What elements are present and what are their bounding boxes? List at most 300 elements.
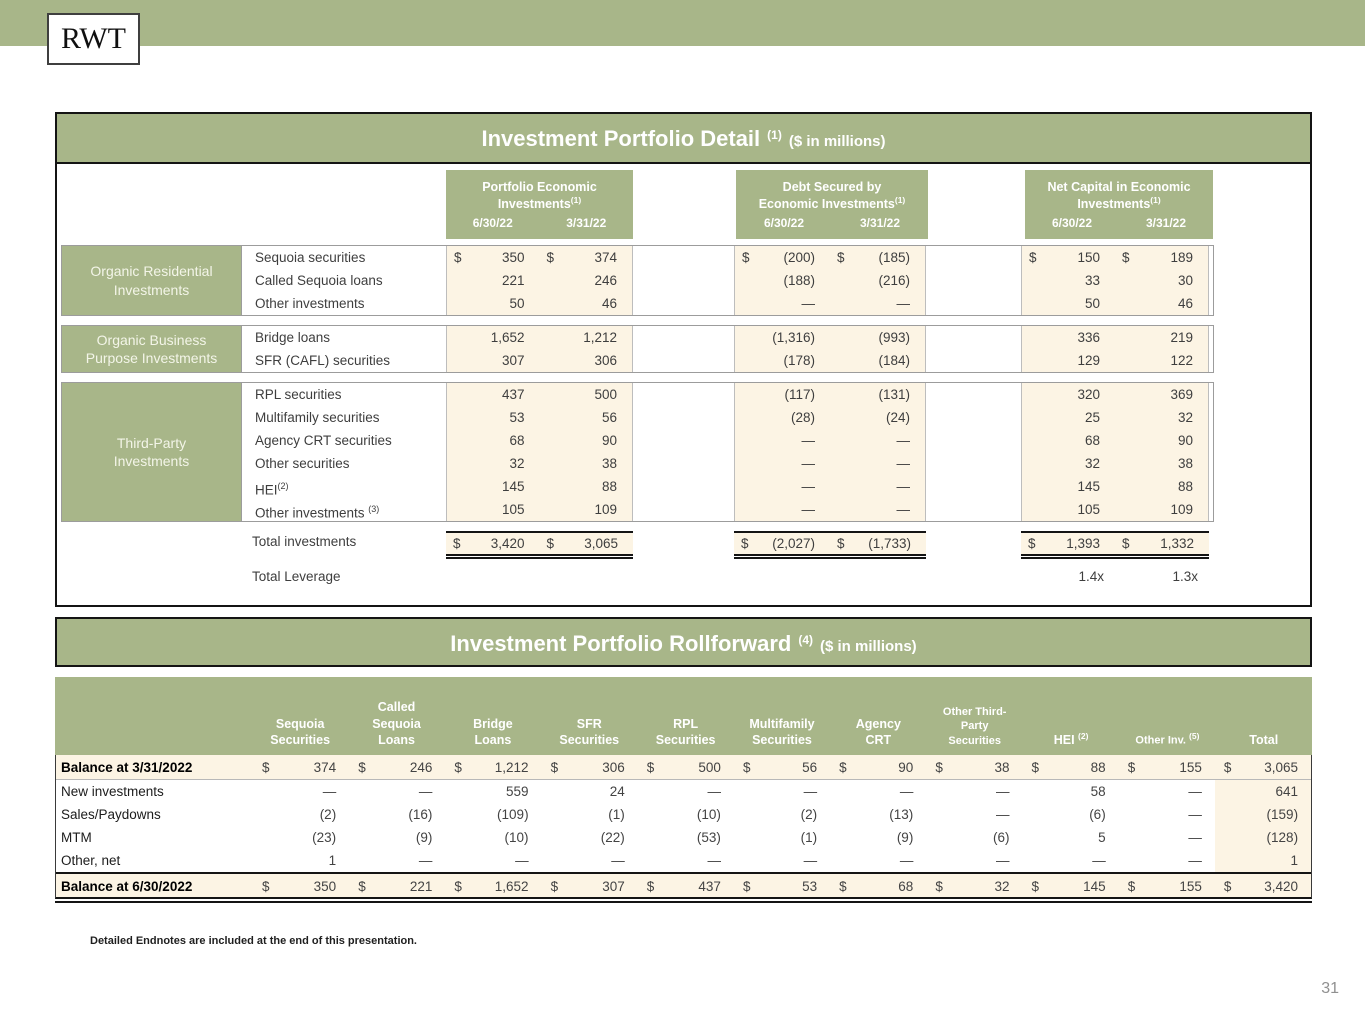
column-header-text: Loans (378, 732, 415, 747)
column-group-label-text: Net Capital in Economic (1047, 179, 1191, 194)
column-group-label-text: Economic Investments (758, 197, 895, 212)
column-header-line (830, 716, 926, 732)
column-header-line (445, 716, 541, 732)
value-cell (1115, 383, 1208, 406)
top-banner (0, 0, 1365, 46)
dollar-sign: $ (742, 879, 751, 894)
column-header-text: Securities (948, 734, 1001, 747)
value-cell (735, 406, 830, 429)
value-cell (734, 803, 830, 826)
value: 90 (1177, 433, 1193, 448)
column-header-text: Loans (474, 732, 512, 747)
row-label (242, 383, 446, 406)
value: 374 (594, 250, 617, 265)
value: 32 (1177, 410, 1193, 425)
table-row (242, 292, 1213, 315)
column-header-line (927, 705, 1023, 719)
value: — (1188, 807, 1202, 822)
row-label-text: Sales/Paydowns (61, 807, 161, 822)
value: 58 (1090, 784, 1106, 799)
row-label (242, 406, 446, 429)
value: — (322, 784, 337, 799)
value-cell (830, 429, 925, 452)
value-cell (734, 826, 830, 849)
value: 68 (509, 433, 525, 448)
value: (216) (878, 273, 910, 288)
investment-portfolio-detail-table (55, 112, 1312, 607)
value: 32 (1084, 456, 1100, 471)
column-group-footnote-marker: (1) (1150, 195, 1161, 206)
value-group (1021, 406, 1209, 429)
value: 53 (802, 879, 818, 894)
column-group-header (736, 170, 928, 239)
value-cell (445, 874, 541, 897)
value: (2) (800, 807, 818, 822)
value-cell (926, 849, 1022, 872)
rollforward-table-body (55, 755, 1312, 899)
value: 350 (313, 879, 337, 894)
value: — (801, 456, 815, 471)
value: 155 (1179, 760, 1202, 775)
total-value: (2,027) (772, 536, 815, 551)
column-header-text: Sequoia (372, 716, 421, 731)
value-cell (1023, 874, 1119, 897)
column-header (1216, 732, 1312, 748)
column-header (445, 716, 541, 749)
dollar-sign: $ (453, 536, 461, 551)
value: 3,065 (1264, 760, 1299, 775)
value-cell (830, 475, 925, 498)
total-row-label (61, 531, 446, 556)
value: (28) (790, 410, 815, 425)
value-group (1021, 326, 1209, 349)
value: 320 (1077, 387, 1100, 402)
value-cell (1215, 874, 1311, 897)
value-cell (542, 780, 638, 803)
value: (1,316) (772, 330, 815, 345)
value-cell (735, 326, 830, 349)
section-label (62, 326, 242, 372)
value: (200) (783, 250, 815, 265)
value-group (734, 269, 926, 292)
column-header-text: Party (960, 720, 989, 733)
value-cell (542, 803, 638, 826)
value-cell (349, 874, 445, 897)
dollar-sign: $ (550, 879, 559, 894)
row-label-text: Sequoia securities (255, 250, 366, 265)
value: — (1092, 853, 1106, 868)
total-row-label-text: Total investments (252, 534, 357, 549)
value: (1) (800, 830, 818, 845)
value: 306 (594, 353, 617, 368)
row-label (56, 874, 253, 897)
value-cell (1115, 406, 1208, 429)
column-group-header (1025, 170, 1213, 239)
value-cell (1115, 292, 1208, 315)
value-cell (735, 498, 830, 521)
value-group (1021, 452, 1209, 475)
value: 88 (601, 479, 617, 494)
column-header (734, 716, 830, 749)
rollforward-row (56, 780, 1311, 803)
table-row (242, 429, 1213, 452)
column-header-line (348, 716, 444, 732)
value-cell (638, 826, 734, 849)
total-value: 1,393 (1066, 536, 1100, 551)
value: — (801, 502, 815, 517)
dollar-sign: $ (358, 760, 366, 775)
value-cell (638, 803, 734, 826)
column-group-label-line (482, 179, 597, 196)
dollar-sign: $ (1031, 879, 1040, 894)
value-cell (830, 849, 926, 872)
value-cell (926, 803, 1022, 826)
value-cell (447, 269, 540, 292)
column-group-label-line (1077, 195, 1160, 213)
section-label-line: Organic Business (96, 331, 207, 348)
total-value-group (1021, 531, 1209, 556)
date-column-header: 6/30/22 (763, 216, 805, 230)
value: (117) (784, 387, 815, 402)
value: 1,212 (494, 760, 529, 775)
value: (6) (993, 830, 1010, 845)
value: 50 (1084, 296, 1100, 311)
row-label-text: Agency CRT securities (255, 433, 392, 448)
value-cell (830, 498, 925, 521)
value-cell (542, 755, 638, 779)
value: (993) (878, 330, 910, 345)
value-cell (1022, 349, 1115, 372)
value: (2) (319, 807, 337, 822)
value: 88 (1090, 760, 1106, 775)
value-cell (540, 292, 633, 315)
value-cell (1119, 803, 1215, 826)
value: 53 (509, 410, 525, 425)
dollar-sign: $ (1127, 760, 1136, 775)
value-cell (1022, 326, 1115, 349)
value: 105 (1077, 502, 1100, 517)
detail-table-title-bar (57, 114, 1310, 164)
value: 88 (1177, 479, 1193, 494)
value-group (734, 475, 926, 498)
value-group (446, 349, 633, 372)
value-cell (445, 826, 541, 849)
detail-table-title-units: ($ in millions) (788, 133, 886, 150)
value-cell (1215, 755, 1311, 779)
column-group-label-line (1047, 179, 1190, 196)
value-cell (1022, 292, 1115, 315)
value-group (734, 406, 926, 429)
dollar-sign: $ (741, 536, 749, 551)
value-group (734, 326, 926, 349)
value-cell (447, 429, 540, 452)
value-cell (540, 452, 633, 475)
value-cell (253, 780, 349, 803)
column-header (541, 716, 637, 749)
value-cell (638, 874, 734, 897)
value: — (896, 502, 910, 517)
value-group (1021, 498, 1209, 521)
column-header-footnote-marker: (2) (1078, 730, 1089, 741)
dollar-sign: $ (546, 536, 555, 551)
dollar-sign: $ (839, 879, 847, 894)
dollar-sign: $ (1127, 879, 1136, 894)
value-cell (1115, 452, 1208, 475)
value-group (1021, 429, 1209, 452)
dollar-sign: $ (1122, 250, 1130, 265)
value: — (896, 433, 910, 448)
value-cell (734, 849, 830, 872)
value-group (446, 326, 633, 349)
value-cell (542, 826, 638, 849)
value: 437 (698, 879, 721, 894)
column-header-line (927, 734, 1023, 748)
value: 155 (1179, 879, 1202, 894)
detail-column-group-headers (446, 170, 1310, 239)
row-label (56, 826, 253, 849)
row-label (56, 803, 253, 826)
total-value: (1,733) (868, 536, 911, 551)
value: — (803, 784, 818, 799)
value-group (446, 429, 633, 452)
value-cell (1119, 780, 1215, 803)
column-group-label-text: Investments (497, 197, 571, 212)
column-header-text: Other Third- (942, 706, 1007, 719)
value-cell (735, 452, 830, 475)
value-cell (540, 269, 633, 292)
value-group (734, 383, 926, 406)
value: 24 (609, 784, 625, 799)
total-value-cell (1021, 533, 1115, 554)
date-column-header: 3/31/22 (566, 216, 607, 230)
value-cell (447, 292, 540, 315)
value-cell (542, 849, 638, 872)
value-cell (1119, 755, 1215, 779)
section-rows (242, 326, 1213, 372)
dollar-sign: $ (742, 250, 750, 265)
value-cell (447, 326, 540, 349)
value: 500 (594, 387, 617, 402)
value: 46 (1177, 296, 1193, 311)
value-group (734, 246, 926, 269)
value: — (996, 784, 1010, 799)
table-row (242, 349, 1213, 372)
value: 145 (501, 479, 525, 494)
row-label (242, 246, 446, 269)
rollforward-row (56, 803, 1311, 826)
value: — (707, 784, 721, 799)
value-cell (735, 349, 830, 372)
value-cell (830, 406, 925, 429)
column-group-label (736, 170, 928, 216)
section-label-line: Investments (113, 453, 190, 469)
value-group (1021, 349, 1209, 372)
column-header (637, 716, 733, 749)
value: — (899, 853, 914, 868)
date-column-header: 3/31/22 (1145, 216, 1187, 230)
value-cell (1023, 780, 1119, 803)
investment-portfolio-rollforward-table (55, 617, 1312, 903)
column-header-line (637, 732, 733, 748)
table-row (242, 246, 1213, 269)
value: 50 (509, 296, 525, 311)
value-cell (253, 755, 349, 779)
column-group-footnote-marker: (1) (894, 195, 906, 206)
value-cell (1215, 780, 1311, 803)
value: 109 (1170, 502, 1193, 517)
value-group (734, 498, 926, 521)
value: — (1188, 784, 1202, 799)
column-group-label-text: Debt Secured by (782, 179, 882, 194)
value: 1 (328, 853, 337, 868)
column-header-text: Total (1249, 732, 1279, 747)
row-label (242, 475, 446, 498)
column-group-label-line (783, 179, 882, 196)
column-header-line (252, 716, 348, 732)
value: 25 (1084, 410, 1100, 425)
value: 1,212 (583, 330, 617, 345)
value-cell (1023, 826, 1119, 849)
value-cell (1115, 269, 1208, 292)
value: 33 (1084, 273, 1100, 288)
value-cell (445, 755, 541, 779)
detail-table-body (57, 164, 1310, 605)
value-cell (542, 874, 638, 897)
value: 307 (602, 879, 625, 894)
leverage-value-cell (1119, 569, 1213, 591)
total-value-cell (830, 533, 926, 554)
row-label-text: New investments (61, 784, 164, 799)
column-header-text: RPL (673, 716, 699, 731)
row-label-text: RPL securities (255, 387, 342, 402)
section-label-line: Third-Party (116, 434, 187, 451)
value-cell (1022, 429, 1115, 452)
column-group-dates (446, 216, 633, 239)
rollforward-row (56, 755, 1311, 780)
value-cell (1115, 349, 1208, 372)
column-header (1119, 731, 1215, 748)
dollar-sign: $ (935, 879, 943, 894)
section-band (61, 325, 1214, 373)
value: 1,652 (490, 330, 525, 345)
section-label-line: Investments (113, 281, 190, 298)
dollar-sign: $ (646, 879, 655, 894)
leverage-row-label-text: Total Leverage (252, 569, 341, 584)
value-group (1021, 383, 1209, 406)
row-label (56, 780, 253, 803)
row-label (242, 269, 446, 292)
value: — (418, 853, 433, 868)
row-label-text: Other securities (255, 456, 350, 471)
leverage-values (1025, 569, 1213, 591)
section-label-line: Purpose Investments (85, 350, 218, 366)
value: — (899, 784, 914, 799)
value-group (446, 383, 633, 406)
detail-table-title-footnote-marker: (1) (767, 128, 782, 142)
value: 246 (409, 760, 433, 775)
value-cell (735, 292, 830, 315)
value-group (446, 452, 633, 475)
value-cell (735, 383, 830, 406)
value-cell (1215, 826, 1311, 849)
value-cell (734, 874, 830, 897)
double-underline (55, 901, 1312, 903)
column-header-line (1119, 731, 1215, 748)
rwt-logo (47, 13, 140, 65)
column-header-text: Multifamily (749, 716, 815, 731)
value-cell (1119, 849, 1215, 872)
value: 129 (1077, 353, 1100, 368)
value-cell (447, 498, 540, 521)
column-header-line (541, 732, 637, 748)
column-header (1023, 731, 1119, 748)
table-row (242, 269, 1213, 292)
row-label (56, 755, 253, 779)
rollforward-table-title-footnote-marker: (4) (798, 633, 813, 647)
endnotes-footnote: Detailed Endnotes are included at the end of this presentation. (90, 935, 417, 947)
value-group (734, 429, 926, 452)
value: — (707, 853, 721, 868)
value: 68 (1084, 433, 1100, 448)
value-cell (1022, 498, 1115, 521)
value-cell (830, 780, 926, 803)
value: 56 (601, 410, 617, 425)
value-cell (1023, 849, 1119, 872)
column-header-text: Sequoia (275, 716, 325, 731)
value: — (803, 853, 818, 868)
row-label-text: Multifamily securities (255, 410, 380, 425)
row-label (242, 429, 446, 452)
detail-sections (59, 245, 1310, 522)
total-investments-row (61, 531, 1310, 556)
value: — (896, 296, 910, 311)
dollar-sign: $ (935, 760, 943, 775)
row-label-text: HEI (255, 482, 278, 498)
value-cell (1215, 849, 1311, 872)
value: 221 (501, 273, 525, 288)
rollforward-table-title-bar (55, 617, 1312, 667)
column-header (927, 705, 1023, 748)
row-label-text: Bridge loans (255, 330, 331, 345)
column-header-line (541, 716, 637, 732)
value-group (446, 292, 633, 315)
column-header-text: Securities (270, 732, 331, 747)
value-cell (540, 475, 633, 498)
value: 3,420 (1264, 879, 1299, 894)
total-value-cell (734, 533, 830, 554)
value: — (1188, 853, 1202, 868)
dollar-sign: $ (1028, 536, 1036, 551)
total-value: 3,065 (584, 536, 618, 551)
section-label-line: Organic Residential (90, 263, 213, 280)
dollar-sign: $ (646, 760, 655, 775)
total-value: 1,332 (1160, 536, 1194, 551)
column-header-text: Agency (855, 716, 901, 731)
total-value-group (734, 531, 926, 556)
dollar-sign: $ (837, 536, 845, 551)
detail-table-title: Investment Portfolio Detail (481, 126, 761, 151)
value: (10) (504, 830, 529, 845)
value-cell (253, 874, 349, 897)
column-header-line (348, 732, 444, 748)
rollforward-row (56, 849, 1311, 872)
value-cell (540, 246, 633, 269)
column-header-line (1216, 732, 1312, 748)
column-group-dates (1025, 216, 1213, 239)
column-group-footnote-marker: (1) (570, 195, 582, 206)
value-cell (447, 246, 540, 269)
value-cell (1215, 803, 1311, 826)
